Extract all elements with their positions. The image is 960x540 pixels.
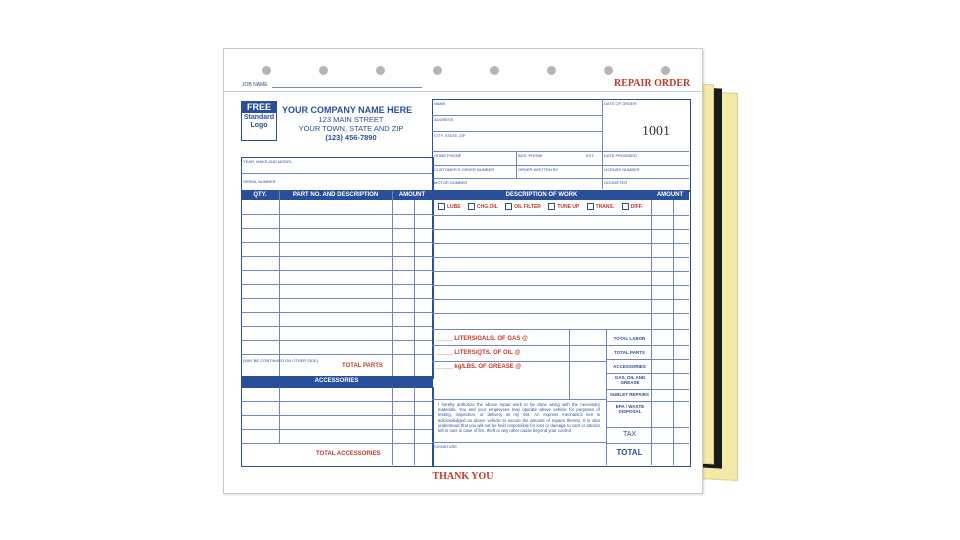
date-promised-label: DATE PROMISED xyxy=(604,153,637,158)
grid-line xyxy=(414,200,415,377)
form-title: REPAIR ORDER xyxy=(614,78,691,89)
grid-line xyxy=(241,312,432,313)
part-desc-header: PART NO. AND DESCRIPTION xyxy=(279,191,392,200)
checkbox[interactable] xyxy=(438,203,445,210)
grid-line xyxy=(241,415,432,416)
check-label: LUBE xyxy=(447,203,461,210)
city-state-zip-label: CITY, STATE, ZIP xyxy=(434,133,466,138)
grid-line xyxy=(432,313,689,314)
grid-line xyxy=(432,299,689,300)
logo-text: Logo xyxy=(250,122,268,129)
grid-line xyxy=(432,271,689,272)
year-make-model-label: YEAR, MAKE AND MODEL xyxy=(243,159,293,164)
bus-phone-label: BUS. PHONE xyxy=(518,153,543,158)
check-oil-filter[interactable] xyxy=(505,204,541,210)
gas-line[interactable]: _____ LITERS/GALS. OF GAS @ xyxy=(436,336,528,342)
grid-line xyxy=(432,229,689,230)
grease-line[interactable]: _____ kg/LBS. OF GREASE @ xyxy=(436,364,522,370)
job-name-line[interactable] xyxy=(272,87,422,88)
check-tune-up[interactable] xyxy=(548,204,579,210)
signature-label: SIGNATURE xyxy=(434,444,458,449)
grid-line xyxy=(241,242,432,243)
check-diff[interactable] xyxy=(622,204,643,210)
grid-line xyxy=(606,359,689,360)
grid-line xyxy=(241,270,432,271)
accessories-header: ACCESSORIES xyxy=(241,376,432,387)
grid-line xyxy=(432,257,689,258)
grid-line xyxy=(241,443,432,444)
grid-line xyxy=(432,115,602,116)
grid-line xyxy=(432,442,606,443)
qty-header: QTY. xyxy=(241,191,279,200)
license-number-label: LICENSE NUMBER xyxy=(604,167,640,172)
check-label: TRANS. xyxy=(595,203,615,210)
ext-label: EXT. xyxy=(586,153,595,158)
grid-line xyxy=(651,200,652,465)
grid-line xyxy=(569,329,570,399)
company-name: YOUR COMPANY NAME HERE xyxy=(282,105,413,115)
checkbox[interactable] xyxy=(587,203,594,210)
order-number: 1001 xyxy=(642,124,670,139)
logo-box xyxy=(241,101,277,141)
binder-hole xyxy=(433,66,442,75)
check-trans[interactable] xyxy=(587,204,615,210)
grid-line xyxy=(241,214,432,215)
grid-line xyxy=(606,401,689,402)
date-of-order-label: DATE OF ORDER xyxy=(604,101,637,106)
work-amount-header: AMOUNT xyxy=(651,191,689,200)
home-phone-label: HOME PHONE xyxy=(434,153,462,158)
grid-line xyxy=(432,345,606,346)
grid-line xyxy=(241,429,432,430)
grid-line xyxy=(673,200,674,465)
binder-hole xyxy=(319,66,328,75)
description-of-work-header: DESCRIPTION OF WORK xyxy=(432,191,651,200)
motor-number-label: MOTOR NUMBER xyxy=(434,180,468,185)
grid-line xyxy=(516,151,517,178)
grid-line xyxy=(432,215,689,216)
grid-line xyxy=(432,178,689,179)
grid-line xyxy=(606,373,689,374)
grid-line xyxy=(241,340,432,341)
thank-you-footer: THANK YOU xyxy=(432,471,494,482)
check-chg-oil[interactable] xyxy=(468,204,498,210)
customer-order-number-label: CUSTOMER'S ORDER NUMBER xyxy=(434,167,495,172)
sublet-repairs-label: SUBLET REPAIRS xyxy=(610,392,649,397)
grid-line xyxy=(602,151,603,189)
header-divider xyxy=(224,91,702,92)
logo-free: FREE xyxy=(242,102,276,113)
grid-line xyxy=(241,173,432,174)
logo-standard: Standard xyxy=(243,114,275,121)
name-field-label: NAME xyxy=(434,101,446,106)
binder-hole xyxy=(490,66,499,75)
grid-line xyxy=(241,326,432,327)
repair-order-form xyxy=(223,48,703,494)
company-address-line1: 123 MAIN STREET xyxy=(318,115,384,124)
check-label: TUNE UP xyxy=(557,203,580,210)
company-phone: (123) 456-7890 xyxy=(325,133,377,142)
total-parts-label: TOTAL PARTS xyxy=(342,363,383,369)
gas-label: LITERS/GALS. OF GAS @ xyxy=(454,336,528,342)
grid-line xyxy=(432,361,606,362)
grid-line xyxy=(602,99,603,151)
grid-line xyxy=(432,151,689,152)
parts-table xyxy=(241,191,434,379)
grid-line xyxy=(432,131,602,132)
binder-hole xyxy=(661,66,670,75)
checkbox[interactable] xyxy=(622,203,629,210)
binder-hole xyxy=(376,66,385,75)
totals-accessories-label: ACCESSORIES xyxy=(613,364,646,369)
totals-parts-label: TOTAL PARTS xyxy=(614,350,645,355)
grid-line xyxy=(432,329,689,330)
grid-line xyxy=(241,256,432,257)
total-labor-label: TOTAL LABOR xyxy=(613,336,646,341)
binder-hole xyxy=(262,66,271,75)
epa-waste-label: EPA / WASTE DISPOSAL xyxy=(615,404,645,414)
grid-line xyxy=(606,427,689,428)
oil-label: LITERS/QTS. OF OIL @ xyxy=(454,350,521,356)
check-label: CHG.OIL xyxy=(477,203,498,210)
tax-label: TAX xyxy=(622,431,637,438)
check-lube[interactable] xyxy=(438,204,461,210)
grid-line xyxy=(241,354,432,355)
serial-number-label: SERIAL NUMBER xyxy=(243,179,276,184)
binder-hole xyxy=(547,66,556,75)
checkbox[interactable] xyxy=(468,203,475,210)
grid-line xyxy=(606,345,689,346)
authorization-text: I hereby authorize the above repair work to be done along with the necessary materials. You and your employees may operate above vehicle for purposes of testing, inspection, or delivery at my risk. An express mechanics lien is acknowledged on above vehicle to secure the amount of repairs thereto. It is also understood that you will not be held responsible for loss or damage to cars or articles left in cars in case of fire, theft or any other cause beyond your control. xyxy=(438,402,600,434)
check-label: DIFF. xyxy=(630,203,643,210)
grid-line xyxy=(432,243,689,244)
odometer-label: ODOMETER xyxy=(604,180,628,185)
job-name-label: JOB NAME xyxy=(242,82,268,88)
work-checkboxes xyxy=(438,203,643,210)
total-accessories-label: TOTAL ACCESSORIES xyxy=(316,451,381,457)
total-label: TOTAL xyxy=(616,448,643,457)
order-written-by-label: ORDER WRITTEN BY xyxy=(518,167,559,172)
grid-line xyxy=(241,298,432,299)
grease-label: kg/LBS. OF GREASE @ xyxy=(454,364,522,370)
grid-line xyxy=(414,387,415,465)
address-field-label: ADDRESS xyxy=(434,117,454,122)
grid-line xyxy=(606,389,689,390)
gas-oil-grease-label: GAS, OIL AND GREASE xyxy=(614,375,646,385)
grid-line xyxy=(432,399,606,400)
grid-line xyxy=(432,285,689,286)
grid-line xyxy=(241,228,432,229)
company-address-line2: YOUR TOWN, STATE AND ZIP xyxy=(298,124,404,133)
grid-line xyxy=(606,329,607,465)
checkbox[interactable] xyxy=(548,203,555,210)
binder-hole xyxy=(604,66,613,75)
grid-line xyxy=(241,284,432,285)
continued-note: (MAY BE CONTINUED ON OTHER SIDE) xyxy=(243,358,318,363)
check-label: OIL FILTER xyxy=(514,203,541,210)
grid-line xyxy=(392,387,393,465)
grid-line xyxy=(432,165,689,166)
oil-line[interactable]: _____ LITERS/QTS. OF OIL @ xyxy=(436,350,521,356)
parts-amount-header: AMOUNT xyxy=(392,191,432,200)
grid-line xyxy=(606,443,689,444)
checkbox[interactable] xyxy=(505,203,512,210)
grid-line xyxy=(241,401,432,402)
